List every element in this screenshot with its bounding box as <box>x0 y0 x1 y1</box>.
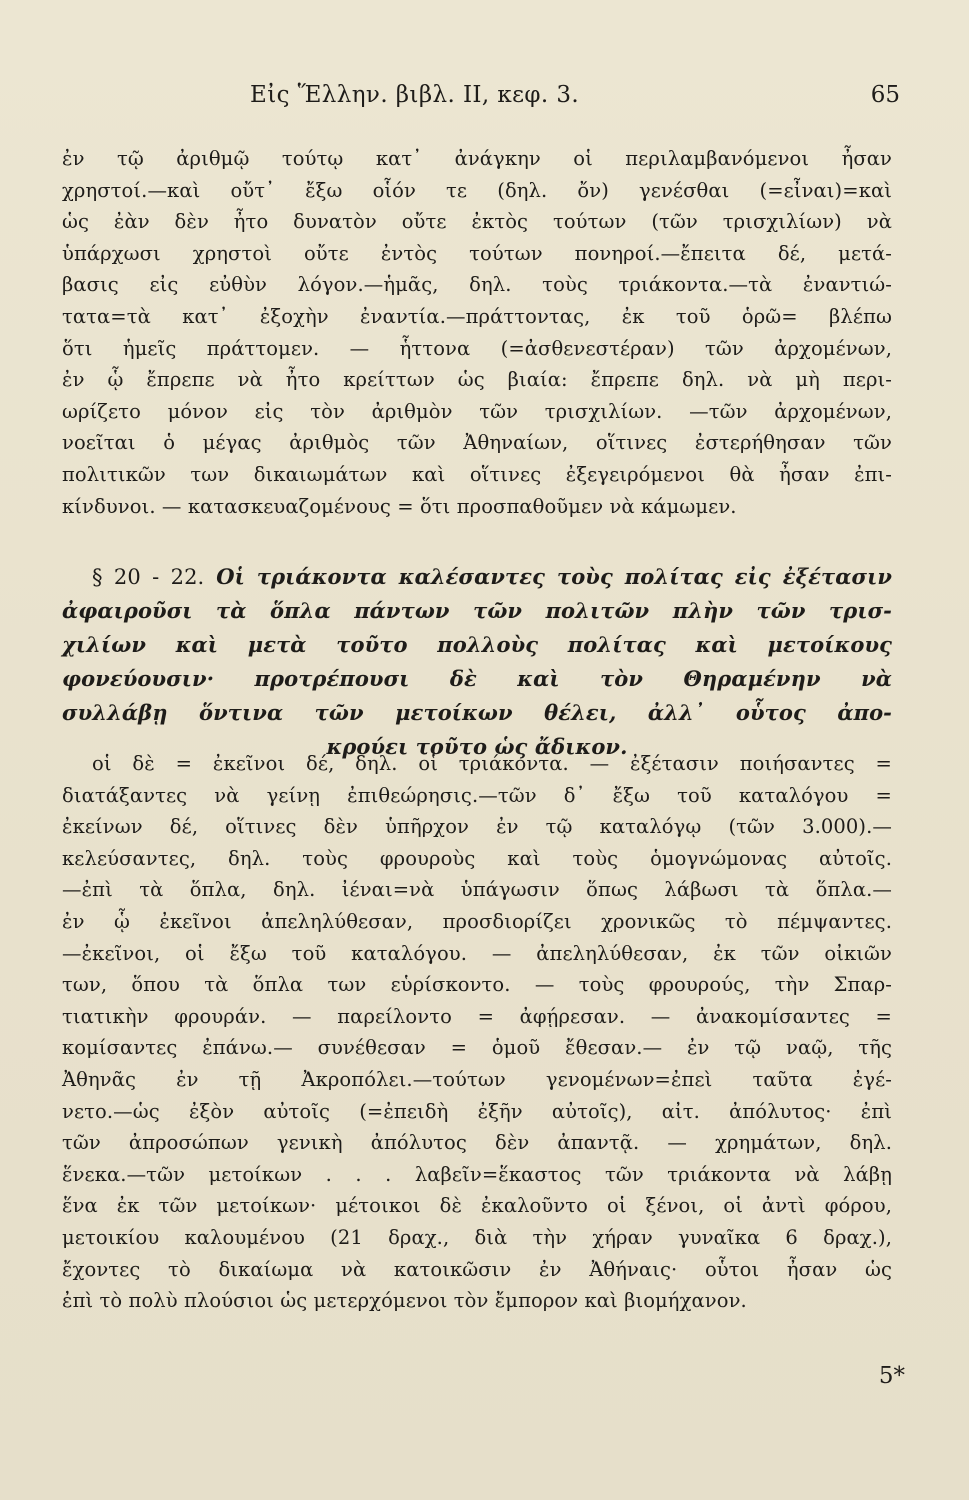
summary-text: Οἱ τριάκοντα καλέσαντες τοὺς πολίτας εἰς ἐξέτασιν <box>216 564 892 589</box>
commentary-line: ὡς ἐὰν δὲν ἦτο δυνατὸν οὔτε ἐκτὸς τούτων (τῶν τρισχιλίων) νὰ <box>62 210 892 234</box>
page-number: 65 <box>870 82 900 108</box>
signature-mark: 5* <box>878 1363 905 1389</box>
summary-line: κρούει τοῦτο ὡς ἄδικον. <box>326 734 628 759</box>
summary-line: ἀφαιροῦσι τὰ ὅπλα πάντων τῶν πολιτῶν πλὴν τῶν τρισ- <box>62 598 892 623</box>
commentary-line: πολιτικῶν των δικαιωμάτων καὶ οἵτινες ἐξεγειρόμενοι θὰ ἦσαν ἐπι- <box>62 462 892 486</box>
commentary-line: τῶν ἀπροσώπων γενικὴ ἀπόλυτος δὲν ἀπαντᾷ. — χρημάτων, δηλ. <box>62 1131 892 1155</box>
commentary-line: Ἀθηνᾶς ἐν τῇ Ἀκροπόλει.—τούτων γενομένων=ἐπεὶ ταῦτα ἐγέ- <box>62 1067 892 1091</box>
commentary-line: τιατικὴν φρουράν. — παρείλοντο = ἀφῄρεσαν. — ἀνακομίσαντες = <box>62 1004 892 1028</box>
commentary-bottom <box>62 748 892 1317</box>
commentary-line: ἔχοντες τὸ δικαίωμα νὰ κατοικῶσιν ἐν Ἀθήναις· οὗτοι ἦσαν ὡς <box>62 1257 892 1281</box>
commentary-line: νετο.—ὡς ἐξὸν αὐτοῖς (=ἐπειδὴ ἐξῆν αὐτοῖς), αἰτ. ἀπόλυτος· ἐπὶ <box>62 1099 892 1123</box>
summary-line <box>62 560 892 594</box>
commentary-line: ἕνεκα.—τῶν μετοίκων . . . λαβεῖν=ἕκαστος τῶν τριάκοντα νὰ λάβῃ <box>62 1162 892 1186</box>
commentary-line: ἐπὶ τὸ πολὺ πλούσιοι ὡς μετερχόμενοι τὸν ἔμπορον καὶ βιομήχανον. <box>62 1289 747 1313</box>
commentary-line: κελεύσαντες, δηλ. τοὺς φρουροὺς καὶ τοὺς ὁμογνώμονας αὐτοῖς. <box>62 846 892 870</box>
commentary-line: μετοικίου καλουμένου (21 δραχ., διὰ τὴν χήραν γυναῖκα 6 δραχ.), <box>62 1225 892 1249</box>
commentary-line: κίνδυνοι. — κατασκευαζομένους = ὅτι προσπαθοῦμεν νὰ κάμωμεν. <box>62 494 737 518</box>
commentary-line: ἐν τῷ ἀριθμῷ τούτῳ κατ᾽ ἀνάγκην οἱ περιλαμβανόμενοι ἦσαν <box>62 147 892 170</box>
section-reference: § 20 - 22. <box>92 565 205 589</box>
commentary-line: των, ὅπου τὰ ὅπλα των εὑρίσκοντο. — τοὺς φρουρούς, τὴν Σπαρ- <box>62 973 892 997</box>
commentary-line: ὅτι ἡμεῖς πράττομεν. — ἧττονα (=ἀσθενεστέραν) τῶν ἀρχομένων, <box>62 336 892 360</box>
commentary-line: διατάξαντες νὰ γείνῃ ἐπιθεώρησις.—τῶν δ᾽ ἔξω τοῦ καταλόγου = <box>62 783 892 807</box>
commentary-line: τατα=τὰ κατ᾽ ἐξοχὴν ἐναντία.—πράττοντας, ἐκ τοῦ ὁρῶ= βλέπω <box>62 304 892 328</box>
commentary-line: κομίσαντες ἐπάνω.— συνέθεσαν = ὁμοῦ ἔθεσαν.— ἐν τῷ ναῷ, τῆς <box>62 1036 892 1060</box>
commentary-line: χρηστοί.—καὶ οὔτ᾽ ἔξω οἷόν τε (δηλ. ὄν) γενέσθαι (=εἶναι)=καὶ <box>62 178 892 202</box>
commentary-line: ἐν ᾧ ἔπρεπε νὰ ἦτο κρείττων ὡς βιαία: ἔπρεπε δηλ. νὰ μὴ περι- <box>62 368 892 392</box>
page-header <box>60 78 910 118</box>
commentary-line: ἐν ᾧ ἐκεῖνοι ἀπεληλύθεσαν, προσδιορίζει χρονικῶς τὸ πέμψαντες. <box>62 909 892 933</box>
commentary-line: ἐκείνων δέ, οἵτινες δὲν ὑπῆρχον ἐν τῷ καταλόγῳ (τῶν 3.000).— <box>62 815 892 839</box>
commentary-top <box>62 143 892 522</box>
commentary-line: ωρίζετο μόνον εἰς τὸν ἀριθμὸν τῶν τρισχιλίων. —τῶν ἀρχομένων, <box>62 399 892 423</box>
commentary-line: —ἐπὶ τὰ ὅπλα, δηλ. ἰέναι=νὰ ὑπάγωσιν ὅπως λάβωσι τὰ ὅπλα.— <box>62 878 892 902</box>
running-head: Εἰς Ἕλλην. βιβλ. II, κεφ. 3. <box>250 82 580 108</box>
summary-line: φονεύουσιν· προτρέπουσι δὲ καὶ τὸν Θηραμένην νὰ <box>62 666 892 691</box>
commentary-line: ἕνα ἐκ τῶν μετοίκων· μέτοικοι δὲ ἐκαλοῦντο οἱ ξένοι, οἱ ἀντὶ φόρου, <box>62 1194 892 1218</box>
summary-line: συλλάβῃ ὅντινα τῶν μετοίκων θέλει, ἀλλ᾽ οὗτος ἀπο- <box>62 700 892 725</box>
commentary-line: νοεῖται ὁ μέγας ἀριθμὸς τῶν Ἀθηναίων, οἵτινες ἐστερήθησαν τῶν <box>62 431 892 455</box>
commentary-line: οἱ δὲ = ἐκεῖνοι δέ, δηλ. οἱ τριάκοντα. — ἐξέτασιν ποιήσαντες = <box>92 752 892 775</box>
commentary-line: βασις εἰς εὐθὺν λόγον.—ἡμᾶς, δηλ. τοὺς τριάκοντα.—τὰ ἐναντιώ- <box>62 273 892 297</box>
commentary-line: —ἐκεῖνοι, οἱ ἔξω τοῦ καταλόγου. — ἀπεληλύθεσαν, ἐκ τῶν οἰκιῶν <box>62 941 892 965</box>
summary-line: χιλίων καὶ μετὰ τοῦτο πολλοὺς πολίτας καὶ μετοίκους <box>62 632 892 657</box>
commentary-line: ὑπάρχωσι χρηστοὶ οὔτε ἐντὸς τούτων πονηροί.—ἔπειτα δέ, μετά- <box>62 241 892 265</box>
section-summary <box>62 560 892 764</box>
